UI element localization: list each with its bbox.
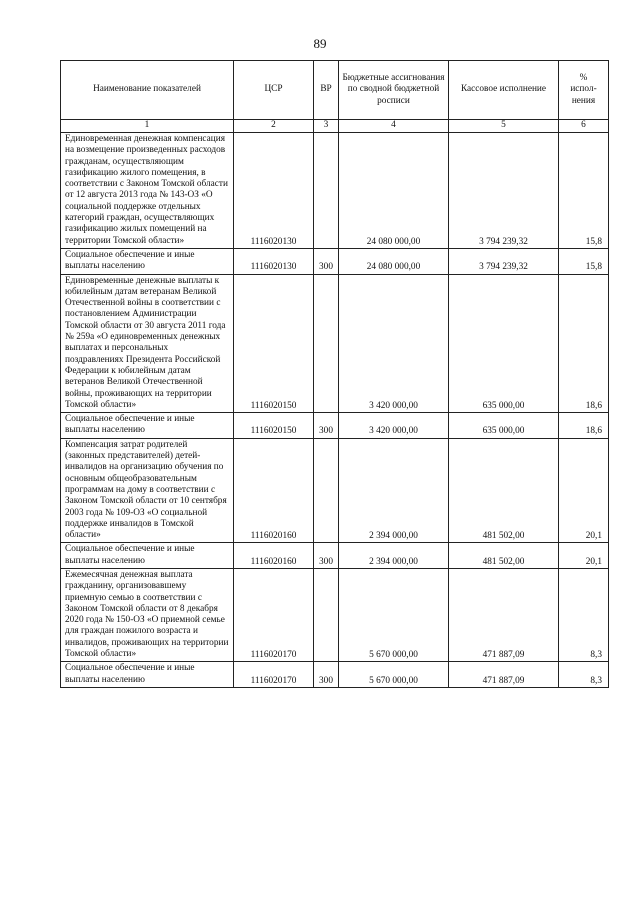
vr-code: 300 <box>314 413 339 439</box>
budget-amount: 24 080 000,00 <box>339 133 449 249</box>
cash-execution: 471 887,09 <box>449 568 559 661</box>
cash-execution: 481 502,00 <box>449 438 559 543</box>
cash-execution: 471 887,09 <box>449 662 559 688</box>
budget-amount: 5 670 000,00 <box>339 662 449 688</box>
table-row <box>61 274 609 413</box>
header-budget: Бюджетные ассигнования по сводной бюджетной росписи <box>339 61 449 120</box>
indicator-name: Социальное обеспечение и иные выплаты населению <box>61 662 234 688</box>
budget-execution-table <box>60 60 609 688</box>
vr-code <box>314 274 339 413</box>
csr-code: 1116020160 <box>234 438 314 543</box>
header-cash: Кассовое исполнение <box>449 61 559 120</box>
execution-percent: 8,3 <box>559 568 609 661</box>
column-number: 3 <box>314 120 339 133</box>
cash-execution: 3 794 239,32 <box>449 248 559 274</box>
indicator-name: Социальное обеспечение и иные выплаты населению <box>61 248 234 274</box>
column-number: 2 <box>234 120 314 133</box>
csr-code: 1116020160 <box>234 543 314 569</box>
header-name: Наименование показателей <box>61 61 234 120</box>
csr-code: 1116020130 <box>234 248 314 274</box>
table-row <box>61 662 609 688</box>
vr-code <box>314 438 339 543</box>
table-row <box>61 568 609 661</box>
budget-amount: 3 420 000,00 <box>339 274 449 413</box>
execution-percent: 20,1 <box>559 438 609 543</box>
header-csr: ЦСР <box>234 61 314 120</box>
execution-percent: 18,6 <box>559 413 609 439</box>
indicator-name: Компенсация затрат родителей (законных представителей) детей-инвалидов на организацию обучения по основным общеобразовательным программам на дому в соответствии с Законом Томской области от 10 сентября 2003 года № 109-ОЗ «О социальной поддержке инвалидов в Томской области» <box>61 438 234 543</box>
header-vr: ВР <box>314 61 339 120</box>
table-row <box>61 248 609 274</box>
table-row <box>61 543 609 569</box>
header-row <box>61 61 609 120</box>
column-number-row <box>61 120 609 133</box>
column-number: 1 <box>61 120 234 133</box>
budget-amount: 3 420 000,00 <box>339 413 449 439</box>
column-number: 6 <box>559 120 609 133</box>
execution-percent: 15,8 <box>559 248 609 274</box>
csr-code: 1116020170 <box>234 568 314 661</box>
indicator-name: Социальное обеспечение и иные выплаты населению <box>61 413 234 439</box>
table-row <box>61 438 609 543</box>
cash-execution: 635 000,00 <box>449 274 559 413</box>
vr-code <box>314 133 339 249</box>
cash-execution: 481 502,00 <box>449 543 559 569</box>
cash-execution: 3 794 239,32 <box>449 133 559 249</box>
execution-percent: 18,6 <box>559 274 609 413</box>
execution-percent: 20,1 <box>559 543 609 569</box>
vr-code: 300 <box>314 248 339 274</box>
csr-code: 1116020150 <box>234 413 314 439</box>
csr-code: 1116020150 <box>234 274 314 413</box>
cash-execution: 635 000,00 <box>449 413 559 439</box>
budget-amount: 24 080 000,00 <box>339 248 449 274</box>
csr-code: 1116020130 <box>234 133 314 249</box>
execution-percent: 8,3 <box>559 662 609 688</box>
page-number: 89 <box>313 36 327 51</box>
vr-code: 300 <box>314 543 339 569</box>
execution-percent: 15,8 <box>559 133 609 249</box>
budget-amount: 5 670 000,00 <box>339 568 449 661</box>
budget-amount: 2 394 000,00 <box>339 438 449 543</box>
indicator-name: Единовременные денежные выплаты к юбилейным датам ветеранам Великой Отечественной войны в соответствии с постановлением Администрации Томской области от 30 августа 2011 года № 259а «О единовременных денежных выплатах и персональных поздравлениях Президента Российской Федерации к юбилейным датам ветеранов Великой Отечественной войны, проживающих на территории Томской области» <box>61 274 234 413</box>
budget-amount: 2 394 000,00 <box>339 543 449 569</box>
vr-code: 300 <box>314 662 339 688</box>
indicator-name: Социальное обеспечение и иные выплаты населению <box>61 543 234 569</box>
indicator-name: Единовременная денежная компенсация на возмещение произведенных расходов гражданам, осуществляющим газификацию жилого помещения, в соответствии с Законом Томской области от 12 августа 2013 года № 143-ОЗ «О социальной поддержке отдельных категорий граждан, осуществляющих газификацию жилых помещений на территории Томской области» <box>61 133 234 249</box>
header-pct: % испол- нения <box>559 61 609 120</box>
table-row <box>61 413 609 439</box>
column-number: 5 <box>449 120 559 133</box>
indicator-name: Ежемесячная денежная выплата гражданину, организовавшему приемную семью в соответствии с Законом Томской области от 8 декабря 2020 года № 150-ОЗ «О приемной семье для граждан пожилого возраста и инвалидов, проживающих на территории Томской области» <box>61 568 234 661</box>
table-row <box>61 133 609 249</box>
vr-code <box>314 568 339 661</box>
csr-code: 1116020170 <box>234 662 314 688</box>
column-number: 4 <box>339 120 449 133</box>
